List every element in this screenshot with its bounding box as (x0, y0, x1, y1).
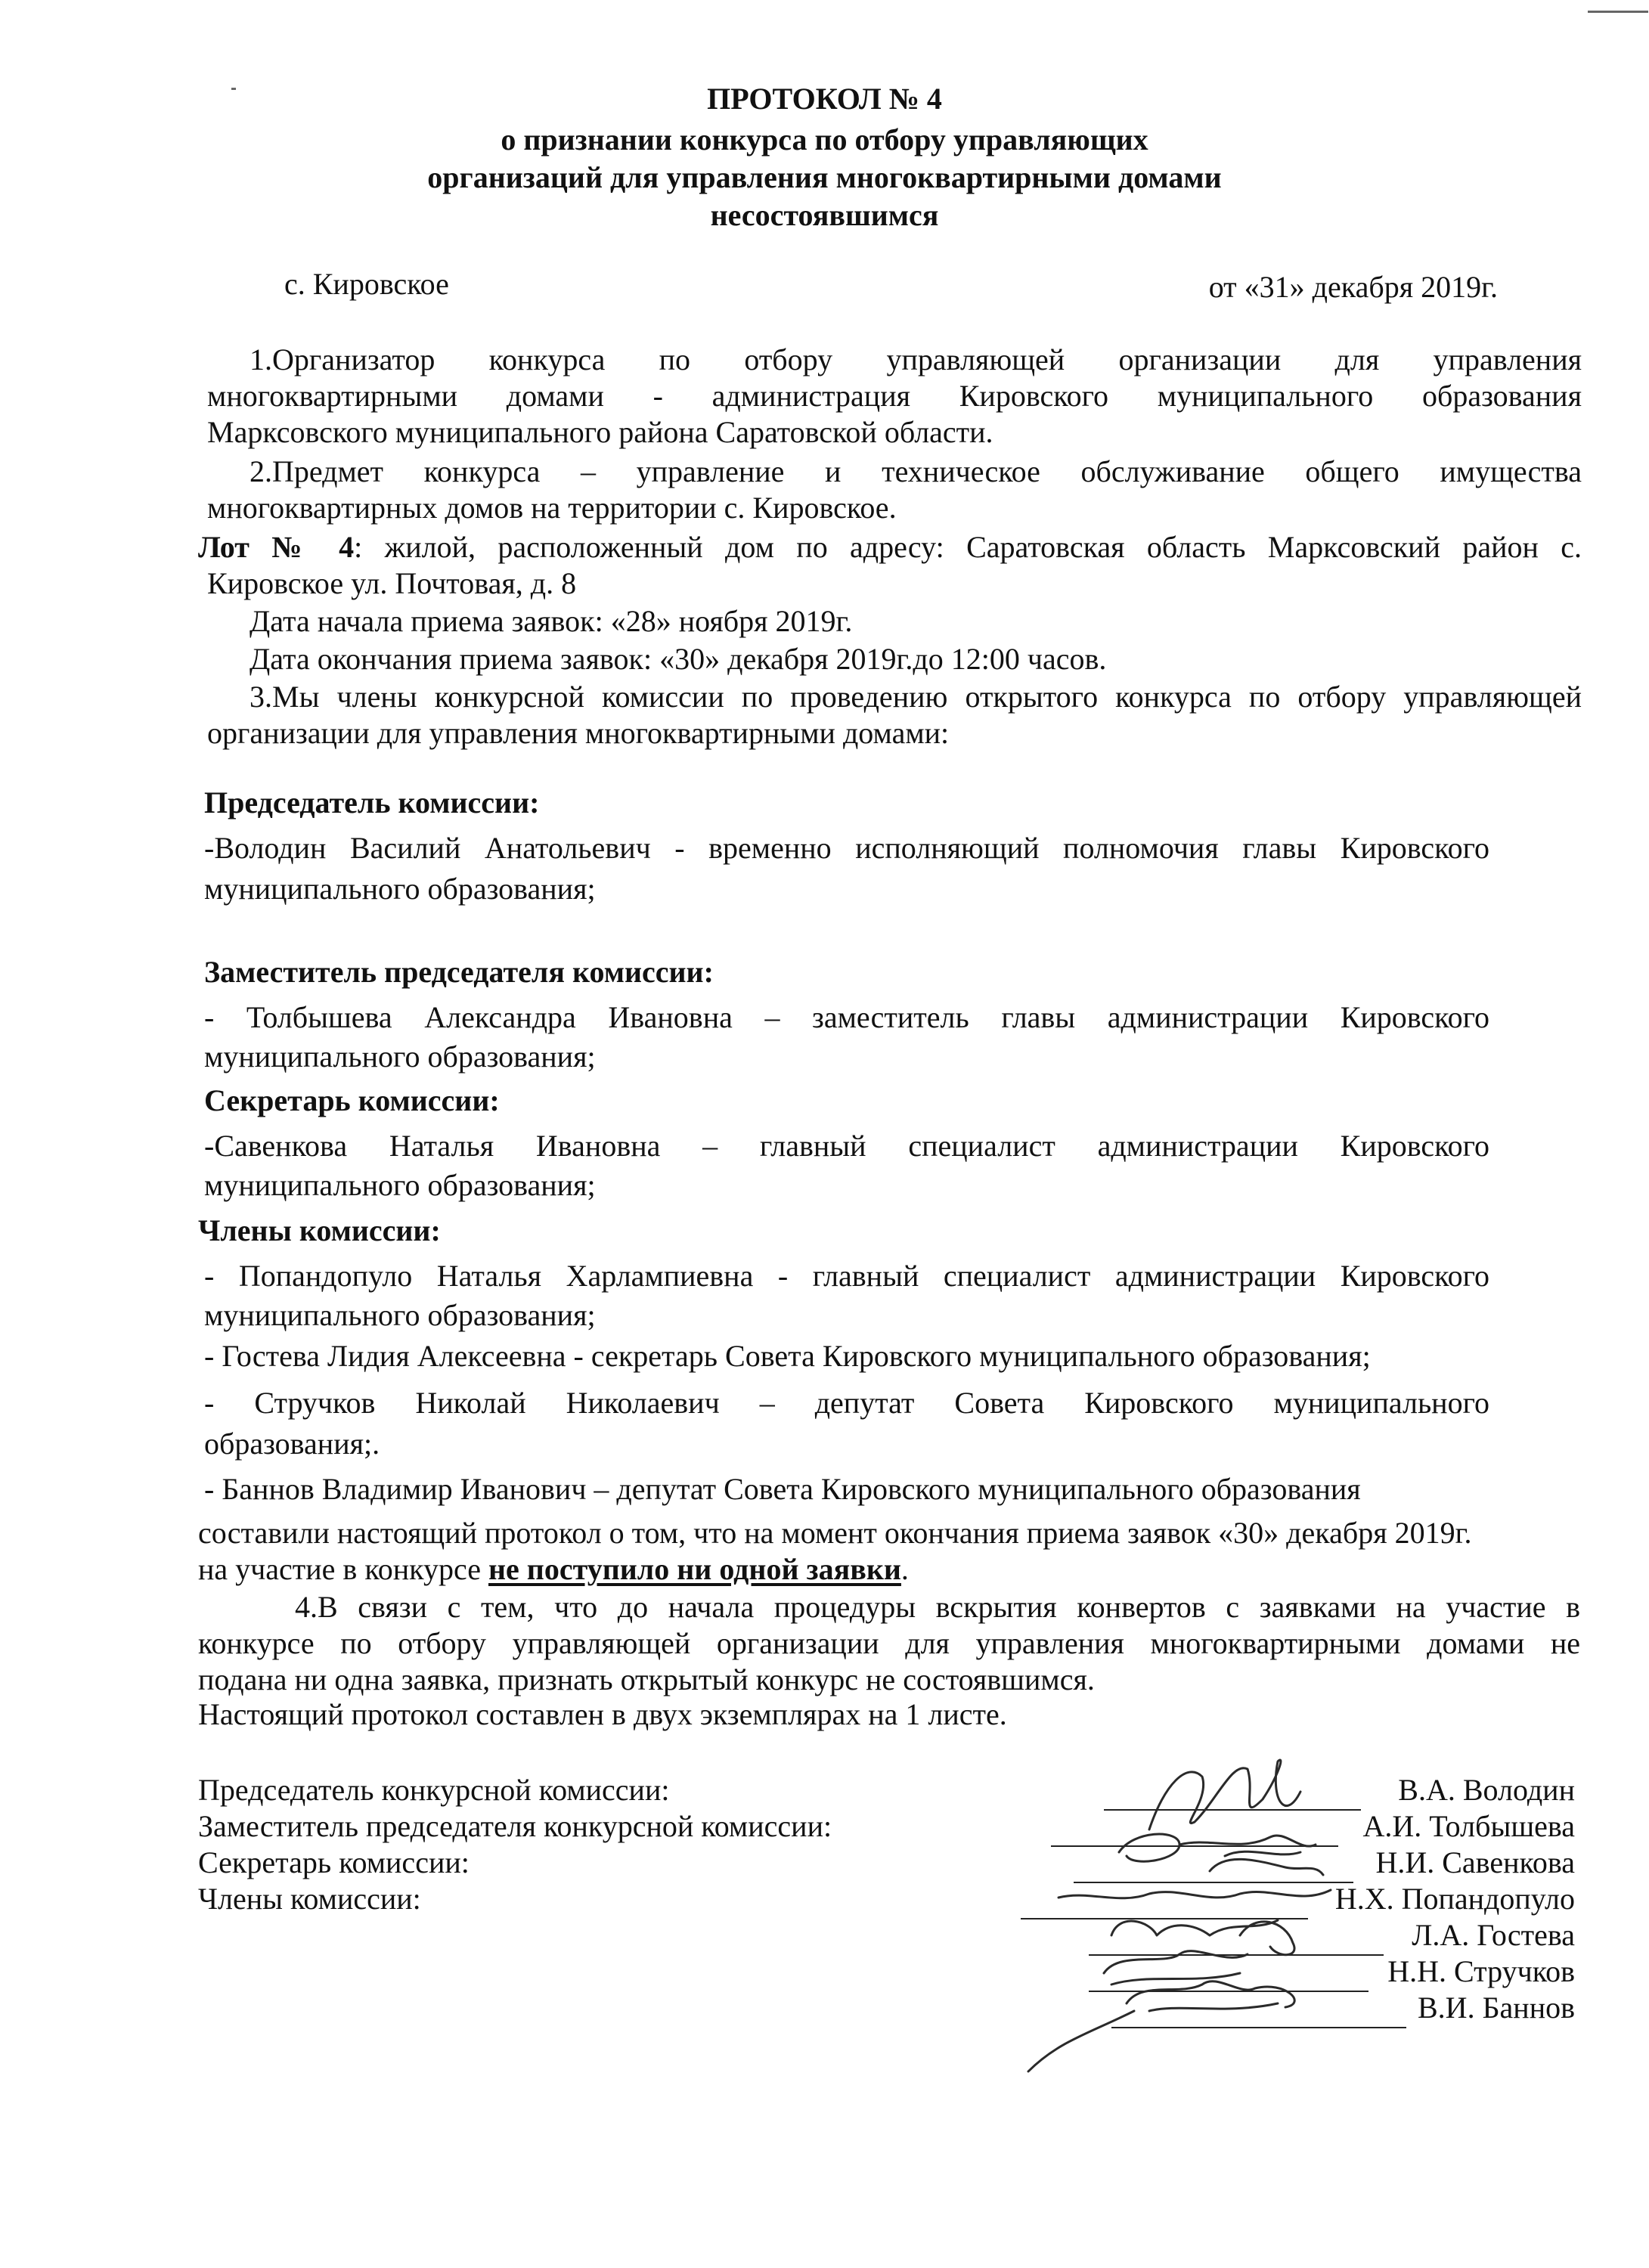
member-3-line-1: - Стручков Николай Николаевич – депутат Совета Кировского муниципального (204, 1386, 1489, 1420)
member-3-line-2: образования;. (204, 1427, 380, 1461)
document-title: ПРОТОКОЛ № 4 (707, 82, 942, 116)
paragraph-4-line-3: подана ни одна заявка, признать открытый конкурс не состоявшимся. (198, 1662, 1095, 1696)
signature-name-7: В.И. Баннов (1418, 1991, 1575, 2025)
scan-speck (231, 88, 236, 90)
member-1-line-2: муниципального образования; (204, 1298, 596, 1332)
lot-line-2: Кировское ул. Почтовая, д. 8 (207, 566, 577, 600)
signature-bannov (1028, 1981, 1294, 2071)
applications-start-date: Дата начала приема заявок: «28» ноября 2019г. (250, 604, 853, 638)
applications-end-date: Дата окончания приема заявок: «30» декабря 2019г.до 12:00 часов. (250, 642, 1107, 676)
signature-name-4: Н.Х. Попандопуло (1334, 1882, 1575, 1916)
member-1-line-1: - Попандопуло Наталья Харлампиевна - главный специалист администрации Кировского (204, 1259, 1489, 1293)
members-heading: Члены комиссии: (198, 1213, 441, 1247)
deputy-line-1: - Толбышева Александра Ивановна – заместитель главы администрации Кировского (204, 1000, 1489, 1034)
signature-struchkov (1104, 1951, 1248, 1984)
signature-gosteva (1111, 1920, 1294, 1955)
document-subtitle-line-2: организаций для управления многоквартирными домами (427, 160, 1222, 194)
lot-label: Лот № 4 (198, 530, 355, 564)
signature-name-1: В.А. Володин (1398, 1773, 1575, 1807)
deputy-line-2: муниципального образования; (204, 1040, 596, 1074)
chair-line-1: -Володин Василий Анатольевич - временно исполняющий полномочия главы Кировского (204, 831, 1489, 865)
paragraph-3-line-1: 3.Мы члены конкурсной комиссии по проведению открытого конкурса по отбору управляющей (250, 680, 1582, 714)
paragraph-2-line-1: 2.Предмет конкурса – управление и техническое обслуживание общего имущества (250, 454, 1582, 488)
signature-tolbysheva (1119, 1834, 1316, 1861)
deputy-heading: Заместитель председателя комиссии: (204, 955, 714, 989)
chair-line-2: муниципального образования; (204, 872, 596, 906)
conclusion-line-1: составили настоящий протокол о том, что на момент окончания приема заявок «30» декабря 2019г. (198, 1516, 1472, 1550)
lot-description: : жилой, расположенный дом по адресу: Саратовская область Марксовский район с. (354, 530, 1582, 564)
chair-heading: Председатель комиссии: (204, 785, 540, 820)
signature-name-6: Н.Н. Стручков (1387, 1954, 1575, 1988)
signature-label-deputy: Заместитель председателя конкурсной комиссии: (198, 1809, 832, 1843)
scan-edge-mark (1588, 11, 1648, 13)
signature-name-5: Л.А. Гостева (1412, 1918, 1575, 1952)
signature-popandopulo (1059, 1890, 1331, 1898)
document-place: с. Кировское (284, 267, 449, 301)
signature-savenkova (1210, 1859, 1323, 1875)
no-applications-emphasis: не поступило ни одной заявки (488, 1552, 901, 1586)
conclusion-suffix: . (900, 1552, 909, 1586)
final-note: Настоящий протокол составлен в двух экземплярах на 1 листе. (198, 1697, 1007, 1731)
document-subtitle-line-3: несостоявшимся (710, 198, 939, 232)
paragraph-1-line-2: многоквартирными домами - администрация Кировского муниципального образования (207, 379, 1582, 413)
secretary-line-2: муниципального образования; (204, 1168, 596, 1202)
signature-name-3: Н.И. Савенкова (1375, 1845, 1575, 1879)
member-2: - Гостева Лидия Алексеевна - секретарь Совета Кировского муниципального образования; (204, 1339, 1371, 1373)
paragraph-3-line-2: организации для управления многоквартирными домами: (207, 716, 950, 750)
paragraph-1-line-3: Марксовского муниципального района Саратовской области. (207, 415, 993, 449)
signature-label-members: Члены комиссии: (198, 1882, 421, 1916)
secretary-heading: Секретарь комиссии: (204, 1083, 500, 1117)
paragraph-2-line-2: многоквартирных домов на территории с. Кировское. (207, 491, 897, 525)
secretary-line-1: -Савенкова Наталья Ивановна – главный специалист администрации Кировского (204, 1129, 1489, 1163)
signature-label-chair: Председатель конкурсной комиссии: (198, 1773, 670, 1807)
paragraph-4-line-2: конкурсе по отбору управляющей организации для управления многоквартирными домами не (198, 1626, 1580, 1660)
signature-volodin (1149, 1760, 1300, 1830)
document-subtitle-line-1: о признании конкурса по отбору управляющих (501, 122, 1148, 156)
paragraph-1-line-1: 1.Организатор конкурса по отбору управляющей организации для управления (250, 342, 1582, 376)
paragraph-4-line-1: 4.В связи с тем, что до начала процедуры вскрытия конвертов с заявками на участие в (295, 1590, 1580, 1624)
document-date: от «31» декабря 2019г. (1208, 270, 1498, 304)
signature-label-secretary: Секретарь комиссии: (198, 1845, 470, 1879)
signature-name-2: А.И. Толбышева (1362, 1809, 1575, 1843)
conclusion-prefix: на участие в конкурсе (198, 1552, 488, 1586)
member-4: - Баннов Владимир Иванович – депутат Совета Кировского муниципального образования (204, 1472, 1361, 1506)
